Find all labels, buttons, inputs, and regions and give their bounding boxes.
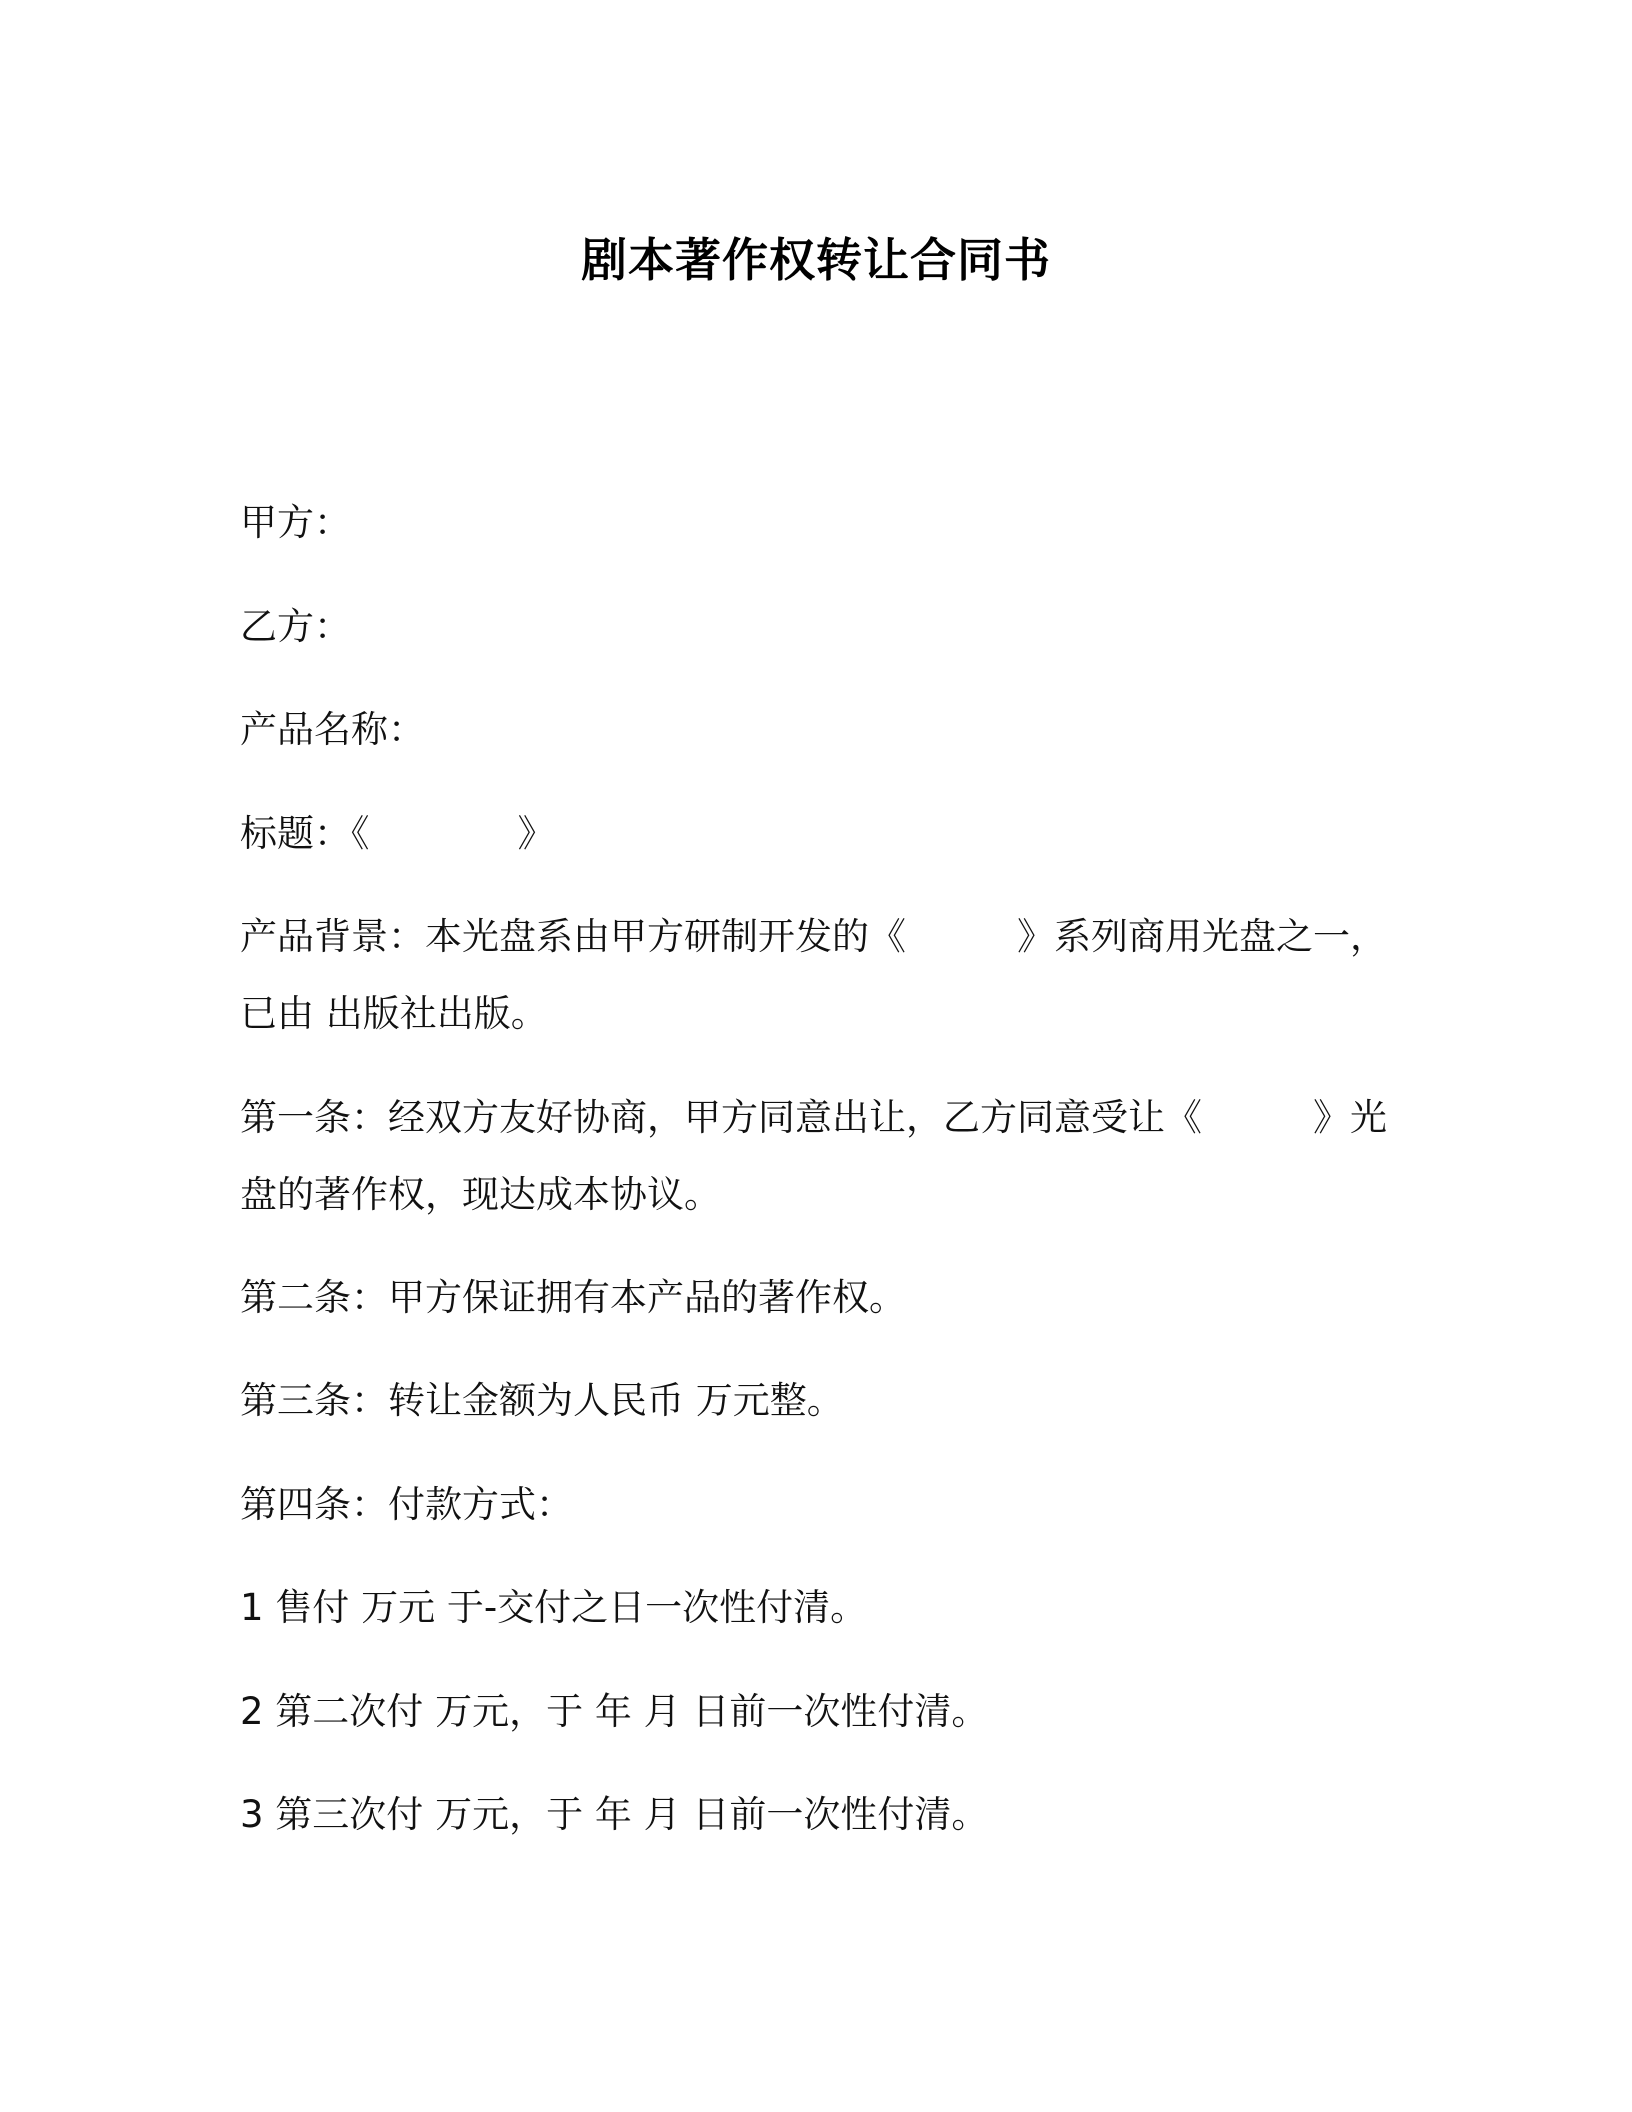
product-name-line: 产品名称： [240, 708, 425, 751]
article-1-continuation: 盘的著作权，现达成本协议。 [240, 1173, 721, 1216]
title-line: 标题：《 》 [240, 812, 555, 855]
product-background-continuation: 已由 出版社出版。 [240, 992, 548, 1035]
party-b-line: 乙方： [240, 605, 351, 648]
article-1-line: 第一条：经双方友好协商，甲方同意出让，乙方同意受让《 》光 [240, 1096, 1387, 1139]
payment-item-3: 3 第三次付 万元，于 年 月 日前一次性付清。 [240, 1793, 989, 1836]
product-background-line: 产品背景：本光盘系由甲方研制开发的《 》系列商用光盘之一， [240, 915, 1387, 958]
payment-item-1: 1 售付 万元 于-交付之日一次性付清。 [240, 1586, 868, 1629]
article-2-line: 第二条：甲方保证拥有本产品的著作权。 [240, 1276, 906, 1319]
document-title: 剧本著作权转让合同书 [581, 233, 1051, 287]
party-a-line: 甲方： [240, 501, 351, 544]
article-4-line: 第四条：付款方式： [240, 1483, 573, 1526]
payment-item-2: 2 第二次付 万元，于 年 月 日前一次性付清。 [240, 1690, 989, 1733]
article-3-line: 第三条：转让金额为人民币 万元整。 [240, 1379, 844, 1422]
